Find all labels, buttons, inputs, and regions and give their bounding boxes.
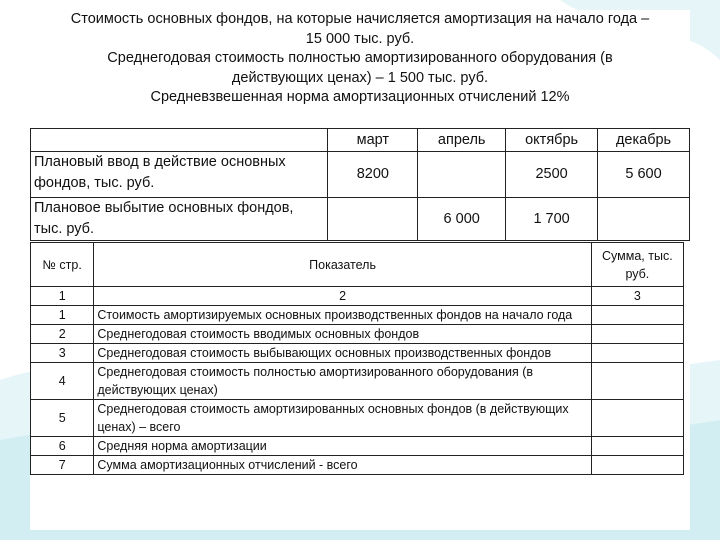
intro-line: действующих ценах) – 1 500 тыс. руб. [231,69,489,86]
header-sum: Сумма, тыс. руб. [591,243,683,287]
plan-table [30,128,690,241]
plan-value: 5 600 [598,152,690,198]
col-number: 2 [94,287,591,306]
intro-line: Стоимость основных фондов, на которые начисляется амортизация на начало года – [70,11,650,27]
plan-corner-cell [31,129,328,152]
row-sum-cell [591,400,683,437]
row-sum-cell [591,456,683,475]
col-number: 3 [591,287,683,306]
row-indicator: Среднегодовая стоимость выбывающих основных производственных фондов [94,344,591,363]
slide [30,10,690,530]
plan-value: 2500 [506,152,598,198]
plan-row-label: Плановый ввод в действие основных фондов, тыс. руб. [31,152,328,198]
col-number: 1 [31,287,94,306]
row-indicator: Среднегодовая стоимость вводимых основных фондов [94,325,591,344]
month-header: апрель [418,129,506,152]
row-number: 2 [31,325,94,344]
row-number: 1 [31,306,94,325]
intro-line: Средневзвешенная норма амортизационных отчислений 12% [150,89,570,106]
header-row-number: № стр. [31,243,94,287]
calc-header-row [31,243,684,287]
row-number: 6 [31,437,94,456]
plan-value: 6 000 [418,198,506,241]
table-row [31,344,684,363]
intro-text [30,10,690,108]
table-row [31,325,684,344]
row-sum-cell [591,437,683,456]
row-number: 5 [31,400,94,437]
row-number: 7 [31,456,94,475]
table-row [31,456,684,475]
table-row [31,437,684,456]
calc-table [30,242,684,475]
row-indicator: Среднегодовая стоимость полностью амортизированного оборудования (в действующих ценах) [94,363,591,400]
row-sum-cell [591,344,683,363]
table-row [31,363,684,400]
table-row [31,400,684,437]
row-sum-cell [591,325,683,344]
intro-line: 15 000 тыс. руб. [305,30,415,47]
header-indicator: Показатель [94,243,591,287]
month-header: декабрь [598,129,690,152]
plan-row-output [31,198,690,241]
intro-line: Среднегодовая стоимость полностью амортизированного оборудования (в [107,50,613,67]
row-number: 4 [31,363,94,400]
month-header: март [328,129,418,152]
calc-colnum-row [31,287,684,306]
plan-value: 8200 [328,152,418,198]
plan-row-label: Плановое выбытие основных фондов, тыс. руб. [31,198,328,241]
plan-row-input [31,152,690,198]
row-indicator: Средняя норма амортизации [94,437,591,456]
plan-value [328,198,418,241]
plan-header-row [31,129,690,152]
row-sum-cell [591,306,683,325]
table-row [31,306,684,325]
row-number: 3 [31,344,94,363]
row-indicator: Сумма амортизационных отчислений - всего [94,456,591,475]
plan-value: 1 700 [506,198,598,241]
plan-value [598,198,690,241]
row-sum-cell [591,363,683,400]
row-indicator: Среднегодовая стоимость амортизированных основных фондов (в действующих ценах) – всего [94,400,591,437]
row-indicator: Стоимость амортизируемых основных производственных фондов на начало года [94,306,591,325]
plan-value [418,152,506,198]
month-header: октябрь [506,129,598,152]
